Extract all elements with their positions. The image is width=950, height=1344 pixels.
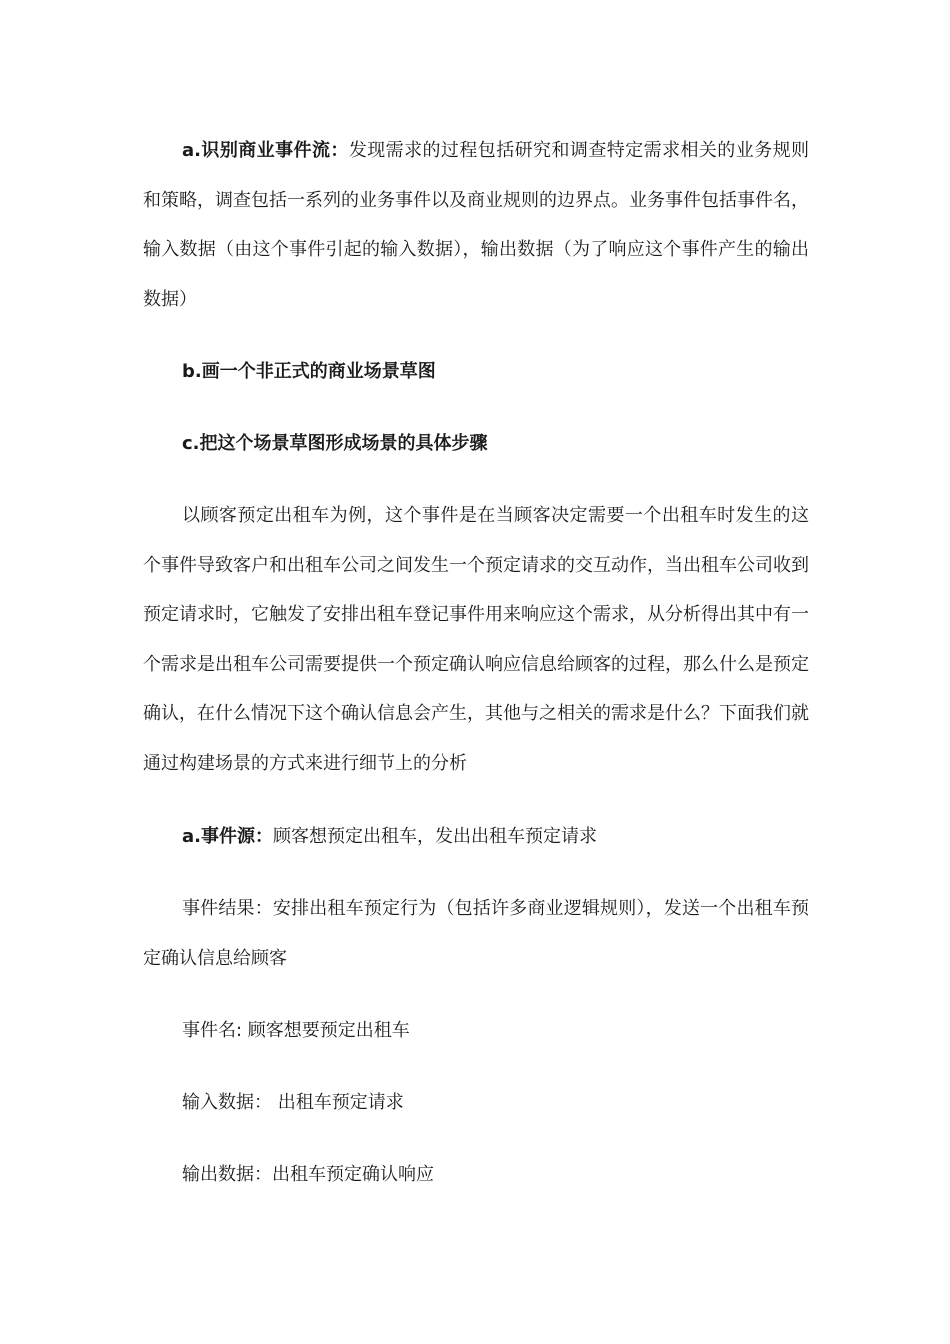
paragraph-heading: a.事件源：	[182, 826, 273, 847]
paragraph-text: 以顾客预定出租车为例，这个事件是在当顾客决定需要一个出租车时发生的这个事件导致客户和出租车公司之间发生一个预定请求的交互动作，当出租车公司收到预定请求时，它触发了安排出租车登记事件用来响应这个需求，从分析得出其中有一个需求是出租车公司需要提供一个预定确认响应信息给顾客的过程，那么什么是预定确认，在什么情况下这个确认信息会产生，其他与之相关的需求是什么？下面我们就通过构建场景的方式来进行细节上的分析	[143, 505, 809, 774]
paragraph-scenario-steps	[143, 419, 809, 469]
paragraph-text: 顾客想预定出租车，发出出租车预定请求	[272, 826, 597, 847]
paragraph-output-data	[143, 1150, 809, 1200]
paragraph-text: 事件结果：安排出租车预定行为（包括许多商业逻辑规则），发送一个出租车预定确认信息给顾客	[143, 898, 809, 969]
paragraph-event-source	[143, 812, 809, 862]
paragraph-input-data	[143, 1078, 809, 1128]
paragraph-text: 输出数据：出租车预定确认响应	[182, 1164, 434, 1185]
paragraph-heading: c.把这个场景草图形成场景的具体步骤	[182, 433, 488, 454]
paragraph-text: 输入数据： 出租车预定请求	[182, 1092, 404, 1113]
paragraph-draw-scenario-sketch	[143, 347, 809, 397]
paragraph-text: 发现需求的过程包括研究和调查特定需求相关的业务规则和策略，调查包括一系列的业务事件以及商业规则的边界点。业务事件包括事件名，输入数据（由这个事件引起的输入数据），输出数据（为了响应这个事件产生的输出数据）	[143, 140, 810, 310]
paragraph-heading: b.画一个非正式的商业场景草图	[182, 361, 436, 382]
paragraph-event-result	[143, 884, 809, 983]
paragraph-heading: a.识别商业事件流：	[182, 140, 349, 161]
paragraph-event-name	[143, 1006, 809, 1056]
paragraph-identify-business-event-flow	[143, 126, 809, 324]
paragraph-taxi-example	[143, 491, 809, 788]
paragraph-text: 事件名: 顾客想要预定出租车	[182, 1020, 410, 1041]
